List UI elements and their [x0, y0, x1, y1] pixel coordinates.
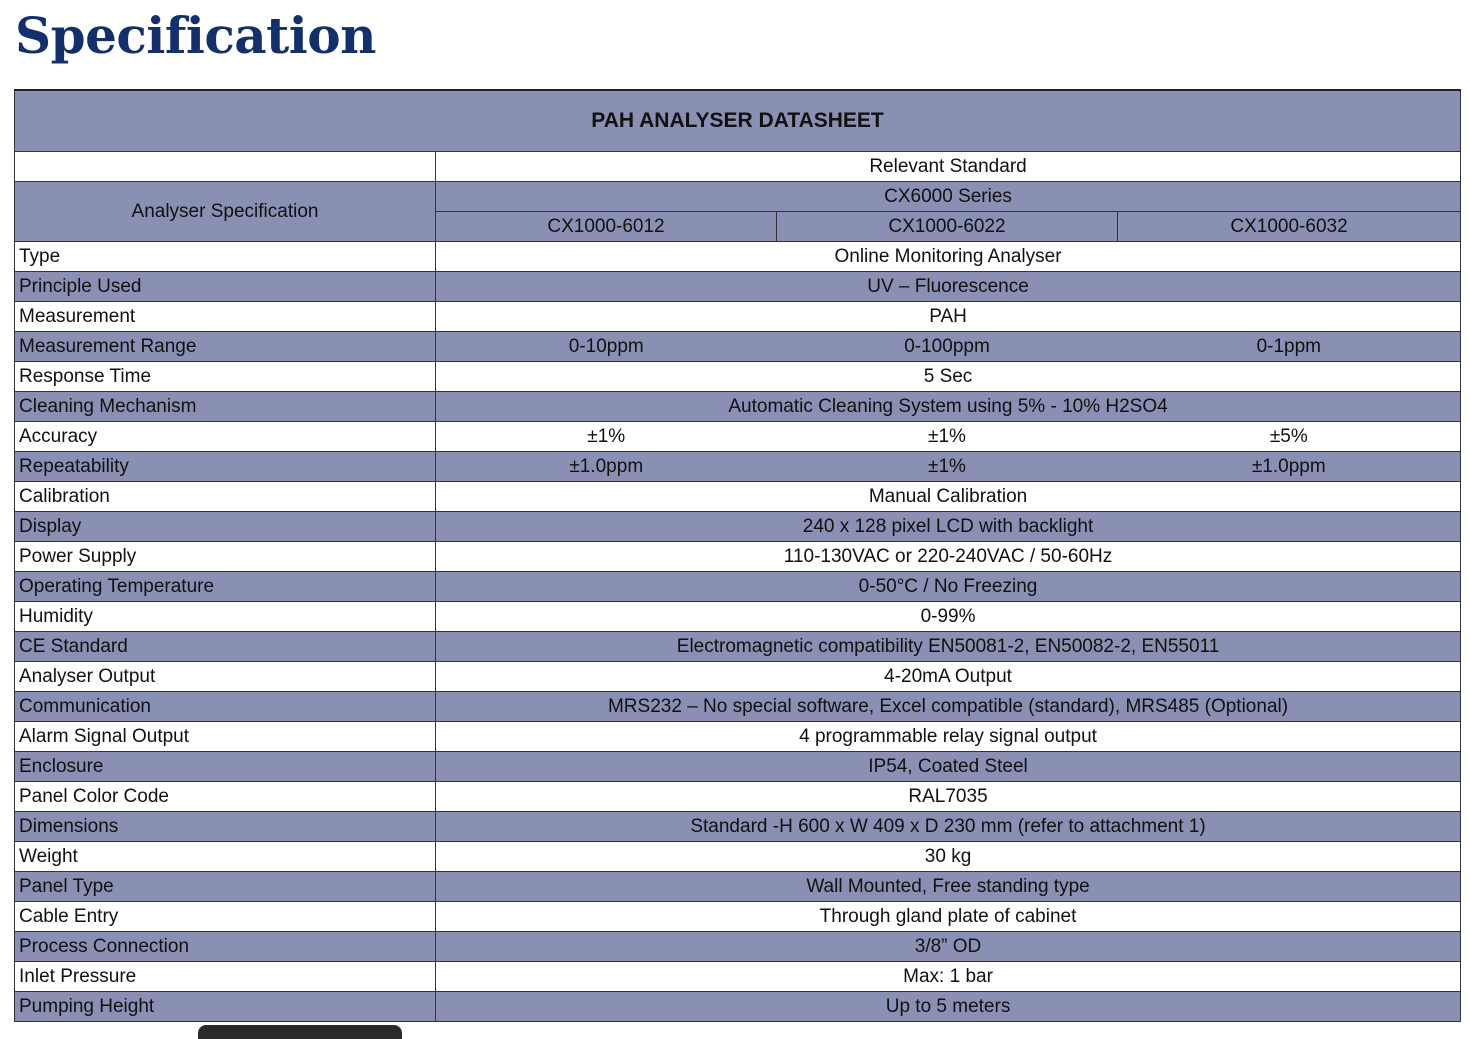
- series-row: [15, 182, 1461, 212]
- spec-value: 240 x 128 pixel LCD with backlight: [436, 512, 1461, 542]
- table-row: [15, 452, 1461, 482]
- datasheet-table: [14, 89, 1461, 1022]
- spec-value: ±1%: [777, 452, 1118, 482]
- table-row: [15, 392, 1461, 422]
- table-row: [15, 632, 1461, 662]
- spec-label: Alarm Signal Output: [15, 722, 436, 752]
- spec-label: Principle Used: [15, 272, 436, 302]
- spec-value: ±5%: [1118, 422, 1461, 452]
- spec-label: Inlet Pressure: [15, 962, 436, 992]
- spec-value: ±1.0ppm: [1118, 452, 1461, 482]
- spec-value: Automatic Cleaning System using 5% - 10% H2SO4: [436, 392, 1461, 422]
- spec-value: 0-10ppm: [436, 332, 777, 362]
- table-row: [15, 572, 1461, 602]
- spec-value: PAH: [436, 302, 1461, 332]
- spec-label: Measurement Range: [15, 332, 436, 362]
- spec-label: Display: [15, 512, 436, 542]
- spec-label: Panel Color Code: [15, 782, 436, 812]
- spec-value: Online Monitoring Analyser: [436, 242, 1461, 272]
- spec-value: Manual Calibration: [436, 482, 1461, 512]
- model-label: CX1000-6022: [777, 212, 1118, 242]
- analyser-specification-label: Analyser Specification: [15, 182, 436, 242]
- spec-value: 110-130VAC or 220-240VAC / 50-60Hz: [436, 542, 1461, 572]
- table-row: [15, 512, 1461, 542]
- spec-label: Dimensions: [15, 812, 436, 842]
- table-row: [15, 992, 1461, 1022]
- spec-value: Standard -H 600 x W 409 x D 230 mm (refer to attachment 1): [436, 812, 1461, 842]
- spec-label: Accuracy: [15, 422, 436, 452]
- spec-value: ±1%: [436, 422, 777, 452]
- relevant-standard-label: Relevant Standard: [436, 152, 1461, 182]
- table-row: [15, 302, 1461, 332]
- spec-label: Weight: [15, 842, 436, 872]
- spec-value: IP54, Coated Steel: [436, 752, 1461, 782]
- table-row: [15, 662, 1461, 692]
- spec-value: Max: 1 bar: [436, 962, 1461, 992]
- spec-value: UV – Fluorescence: [436, 272, 1461, 302]
- spec-label: Pumping Height: [15, 992, 436, 1022]
- spec-value: Wall Mounted, Free standing type: [436, 872, 1461, 902]
- spec-value: 0-99%: [436, 602, 1461, 632]
- spec-label: Type: [15, 242, 436, 272]
- table-row: [15, 272, 1461, 302]
- spec-label: Response Time: [15, 362, 436, 392]
- spec-value: Electromagnetic compatibility EN50081-2, EN50082-2, EN55011: [436, 632, 1461, 662]
- table-row: [15, 542, 1461, 572]
- spec-value: ±1.0ppm: [436, 452, 777, 482]
- spec-label: Humidity: [15, 602, 436, 632]
- spec-label: CE Standard: [15, 632, 436, 662]
- spec-label: Power Supply: [15, 542, 436, 572]
- table-row: [15, 782, 1461, 812]
- table-row: [15, 362, 1461, 392]
- spec-value: 4-20mA Output: [436, 662, 1461, 692]
- spec-value: RAL7035: [436, 782, 1461, 812]
- table-row: [15, 932, 1461, 962]
- spec-label: Calibration: [15, 482, 436, 512]
- spec-value: Through gland plate of cabinet: [436, 902, 1461, 932]
- spec-label: Repeatability: [15, 452, 436, 482]
- spec-value: 0-100ppm: [777, 332, 1118, 362]
- relevant-standard-row: [15, 152, 1461, 182]
- page-tab-decoration: [198, 1025, 402, 1039]
- model-label: CX1000-6032: [1118, 212, 1461, 242]
- model-label: CX1000-6012: [436, 212, 777, 242]
- spec-label: Operating Temperature: [15, 572, 436, 602]
- spec-value: MRS232 – No special software, Excel compatible (standard), MRS485 (Optional): [436, 692, 1461, 722]
- table-row: [15, 872, 1461, 902]
- spec-value: 0-1ppm: [1118, 332, 1461, 362]
- datasheet-body: [15, 90, 1461, 1022]
- spec-label: Cable Entry: [15, 902, 436, 932]
- spec-label: Communication: [15, 692, 436, 722]
- spec-value: 3/8” OD: [436, 932, 1461, 962]
- spec-label: Cleaning Mechanism: [15, 392, 436, 422]
- spec-label: Process Connection: [15, 932, 436, 962]
- table-row: [15, 722, 1461, 752]
- blank-cell: [15, 152, 436, 182]
- spec-label: Analyser Output: [15, 662, 436, 692]
- table-row: [15, 692, 1461, 722]
- table-row: [15, 962, 1461, 992]
- table-row: [15, 902, 1461, 932]
- table-row: [15, 602, 1461, 632]
- table-row: [15, 242, 1461, 272]
- page-title: Specification: [15, 6, 376, 65]
- spec-value: 0-50°C / No Freezing: [436, 572, 1461, 602]
- table-title-row: [15, 90, 1461, 152]
- spec-value: 4 programmable relay signal output: [436, 722, 1461, 752]
- table-row: [15, 752, 1461, 782]
- table-title: PAH ANALYSER DATASHEET: [15, 90, 1461, 152]
- spec-label: Measurement: [15, 302, 436, 332]
- series-label: CX6000 Series: [436, 182, 1461, 212]
- table-row: [15, 422, 1461, 452]
- table-row: [15, 332, 1461, 362]
- table-row: [15, 482, 1461, 512]
- table-row: [15, 812, 1461, 842]
- spec-value: 5 Sec: [436, 362, 1461, 392]
- spec-value: Up to 5 meters: [436, 992, 1461, 1022]
- table-row: [15, 842, 1461, 872]
- spec-label: Enclosure: [15, 752, 436, 782]
- spec-label: Panel Type: [15, 872, 436, 902]
- spec-value: ±1%: [777, 422, 1118, 452]
- spec-value: 30 kg: [436, 842, 1461, 872]
